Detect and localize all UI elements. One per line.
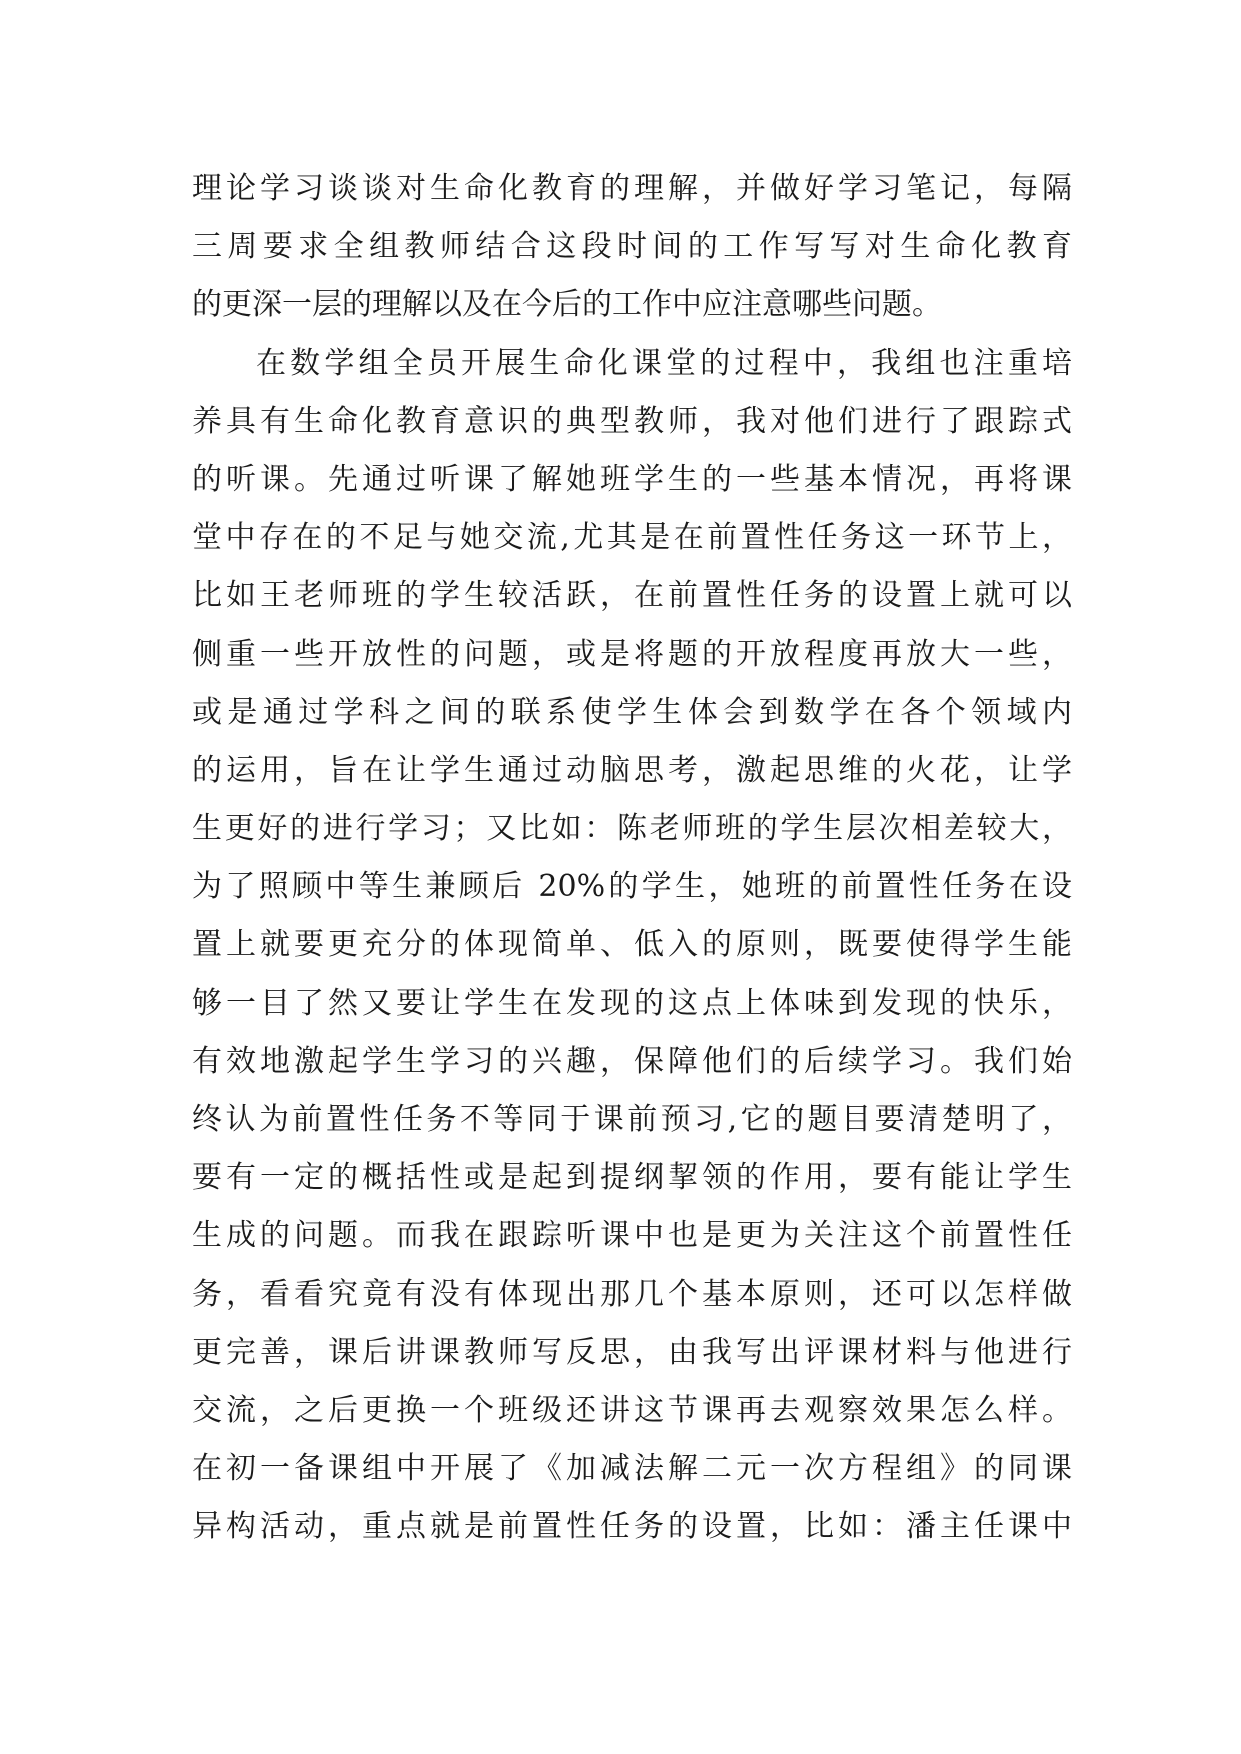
text-line-5: 养具有生命化教育意识的典型教师，我对他们进行了跟踪式: [192, 403, 1072, 439]
text-line-10: 或是通过学科之间的联系使学生体会到数学在各个领域内: [192, 694, 1072, 730]
text-line-24: 异构活动，重点就是前置性任务的设置，比如：潘主任课中: [192, 1509, 1072, 1545]
text-line-7: 堂中存在的不足与她交流,尤其是在前置性任务这一环节上，: [192, 520, 1072, 556]
text-line-17: 终认为前置性任务不等同于课前预习,它的题目要清楚明了，: [192, 1102, 1072, 1137]
body-text: [192, 160, 1072, 1557]
text-line-8: 比如王老师班的学生较活跃，在前置性任务的设置上就可以: [192, 578, 1072, 614]
text-line-16: 有效地激起学生学习的兴趣，保障他们的后续学习。我们始: [192, 1043, 1072, 1079]
text-line-23: 在初一备课组中开展了《加减法解二元一次方程组》的同课: [192, 1451, 1072, 1487]
text-line-3: 的更深一层的理解以及在今后的工作中应注意哪些问题。: [192, 287, 942, 323]
text-line-2: 三周要求全组教师结合这段时间的工作写写对生命化教育: [192, 229, 1072, 265]
text-line-20: 务，看看究竟有没有体现出那几个基本原则，还可以怎样做: [192, 1276, 1072, 1312]
text-line-9: 侧重一些开放性的问题，或是将题的开放程度再放大一些，: [192, 636, 1072, 672]
text-line-21: 更完善，课后讲课教师写反思，由我写出评课材料与他进行: [192, 1334, 1072, 1370]
text-line-19: 生成的问题。而我在跟踪听课中也是更为关注这个前置性任: [192, 1218, 1072, 1254]
text-line-15: 够一目了然又要让学生在发现的这点上体味到发现的快乐，: [192, 985, 1072, 1021]
text-line-6: 的听课。先通过听课了解她班学生的一些基本情况，再将课: [192, 461, 1072, 497]
text-line-13: 为了照顾中等生兼顾后 20%的学生，她班的前置性任务在设: [192, 869, 1072, 905]
text-line-22: 交流，之后更换一个班级还讲这节课再去观察效果怎么样。: [192, 1392, 1072, 1428]
text-line-11: 的运用，旨在让学生通过动脑思考，激起思维的火花，让学: [192, 752, 1072, 788]
text-line-4: 在数学组全员开展生命化课堂的过程中，我组也注重培: [256, 345, 1072, 381]
text-line-12: 生更好的进行学习；又比如：陈老师班的学生层次相差较大，: [192, 811, 1072, 847]
text-line-18: 要有一定的概括性或是起到提纲挈领的作用，要有能让学生: [192, 1160, 1072, 1196]
text-line-14: 置上就要更充分的体现简单、低入的原则，既要使得学生能: [192, 927, 1072, 963]
text-line-1: 理论学习谈谈对生命化教育的理解，并做好学习笔记，每隔: [192, 171, 1072, 206]
